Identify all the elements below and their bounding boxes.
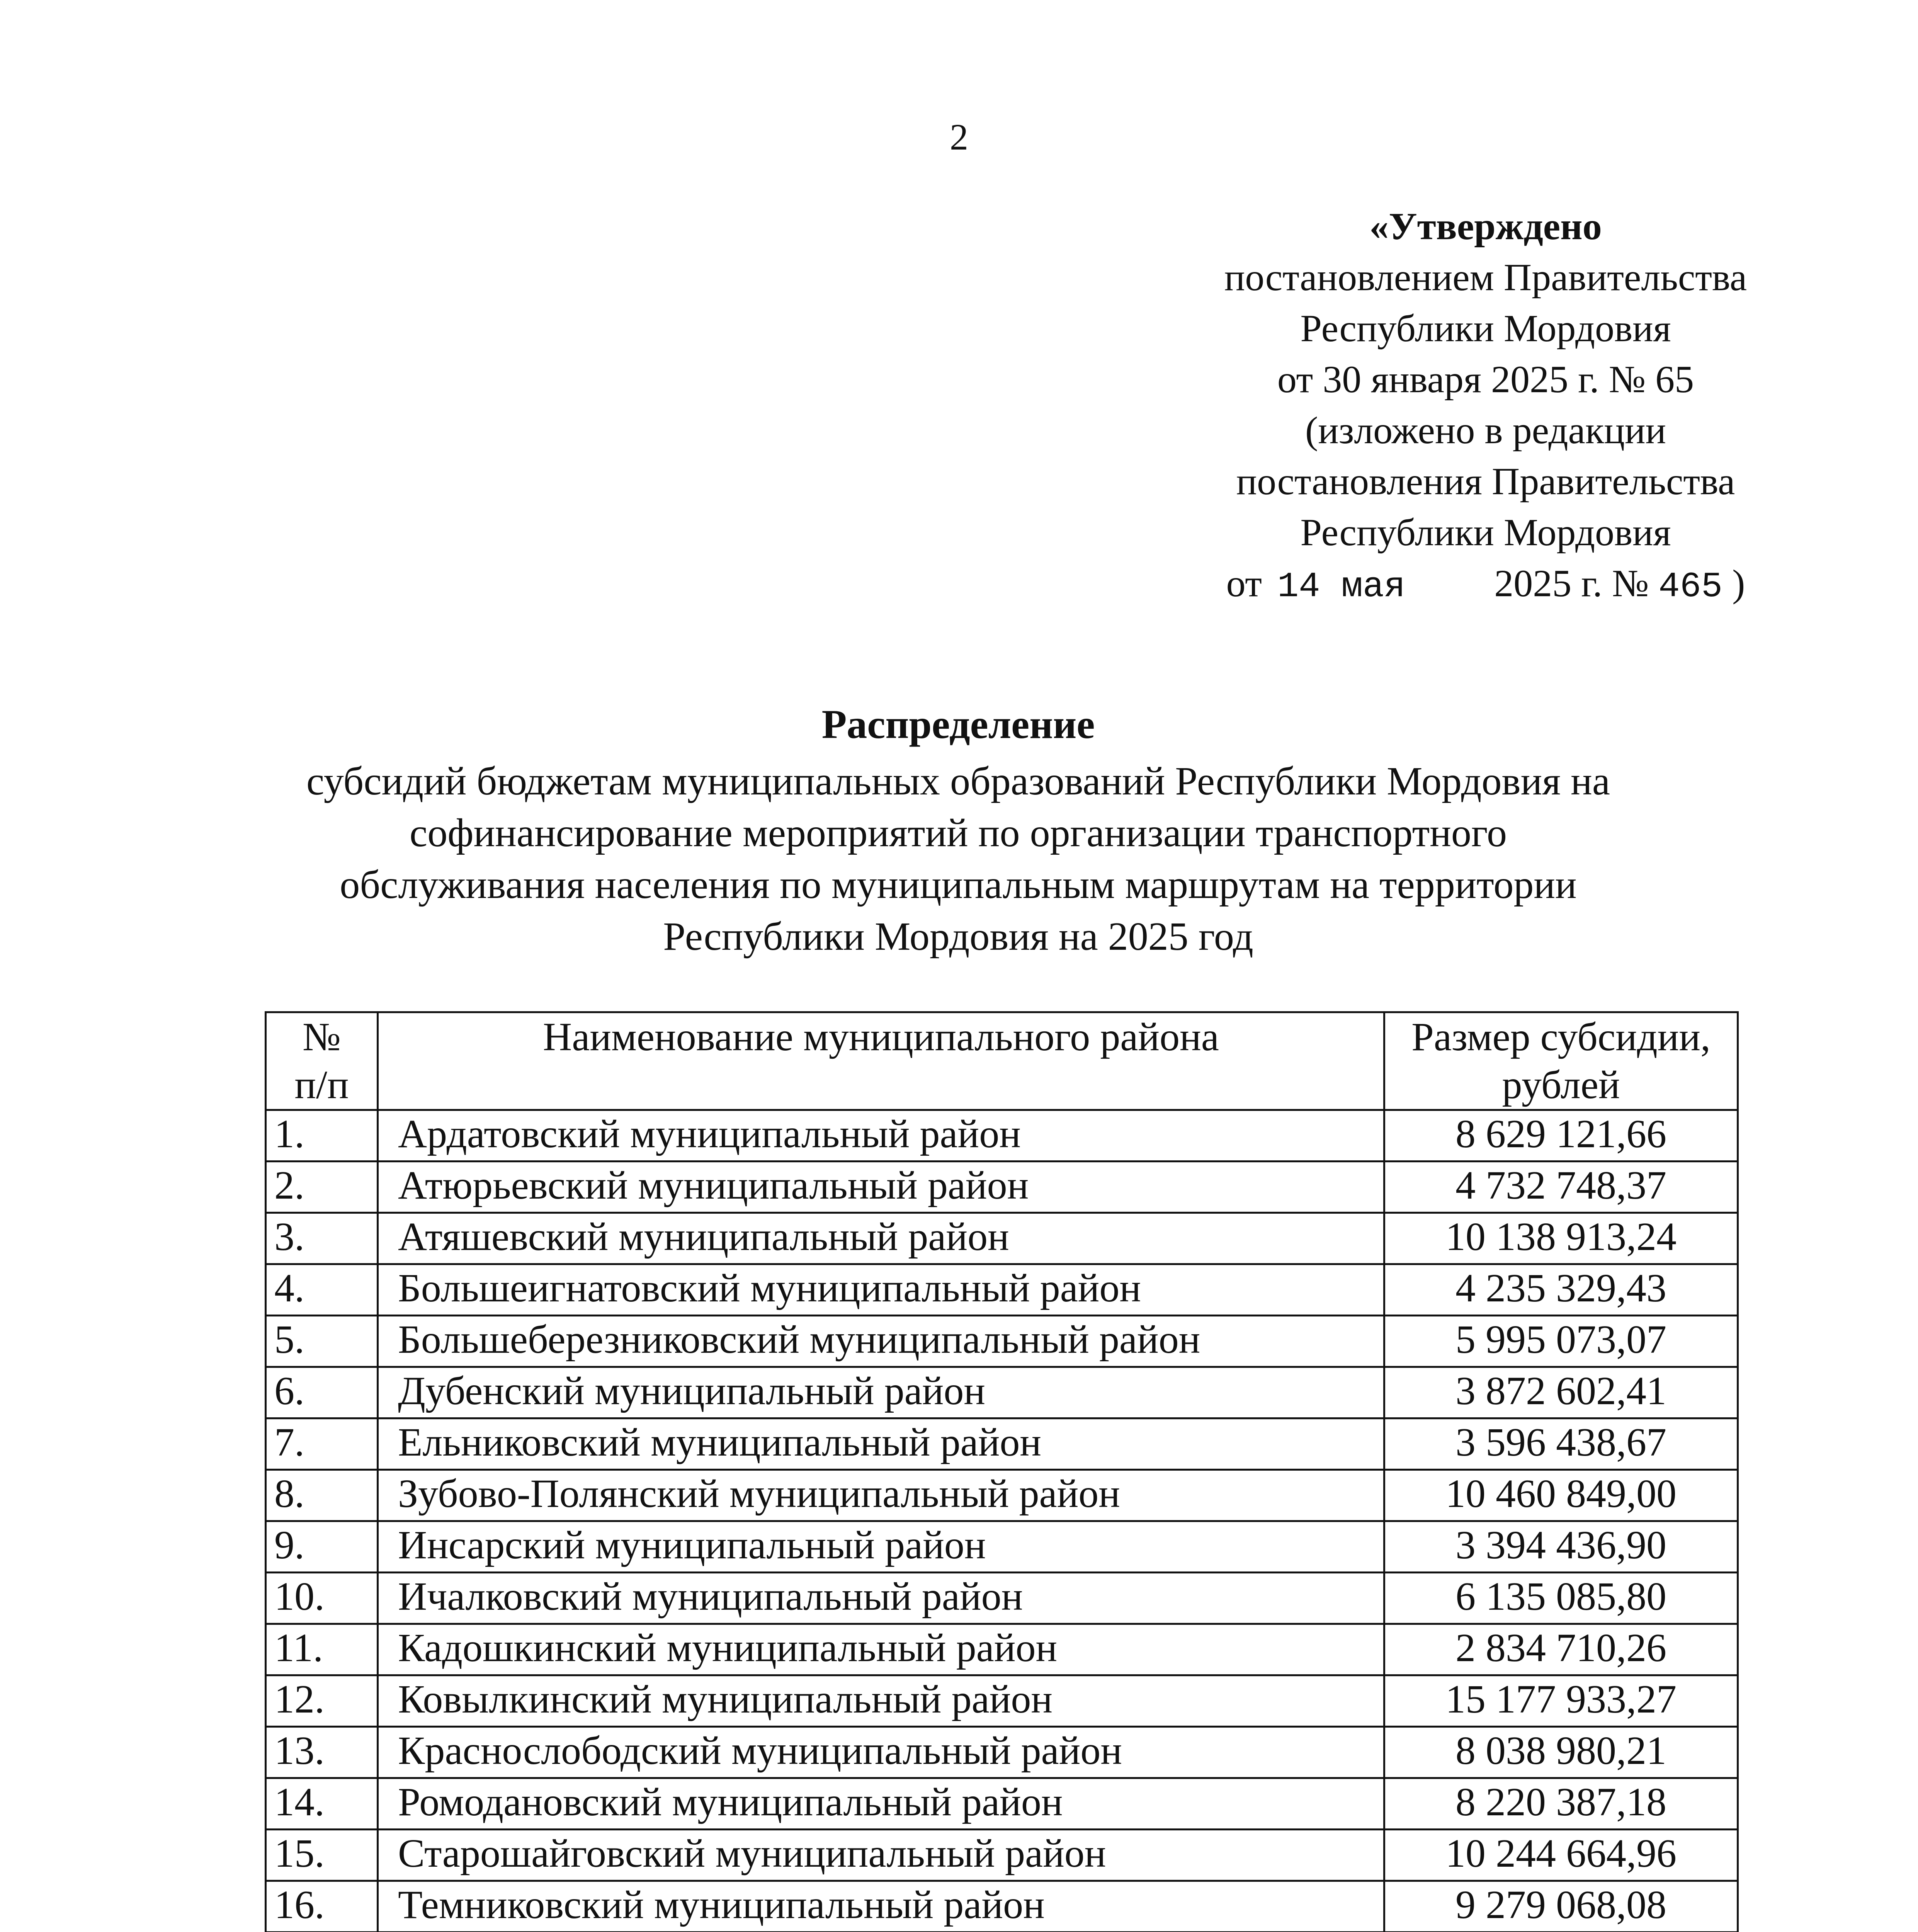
table-row bbox=[266, 1470, 1738, 1521]
from-label: от bbox=[1226, 562, 1262, 605]
table-row bbox=[266, 1521, 1738, 1573]
table-row bbox=[266, 1264, 1738, 1316]
close-paren: ) bbox=[1732, 562, 1745, 605]
subsidy-amount: 3 872 602,41 bbox=[1384, 1367, 1738, 1418]
subsidy-amount: 10 244 664,96 bbox=[1384, 1830, 1738, 1881]
table-body bbox=[266, 1110, 1738, 1932]
approval-block bbox=[1144, 201, 1828, 612]
district-name: Кадошкинский муниципальный район bbox=[378, 1624, 1384, 1675]
header-num-line: № bbox=[302, 1015, 341, 1059]
subtitle-line: софинансирование мероприятий по организации транспортного bbox=[410, 811, 1507, 855]
district-name: Краснослободский муниципальный район bbox=[378, 1727, 1384, 1778]
table-row bbox=[266, 1110, 1738, 1162]
subsidy-amount: 8 629 121,66 bbox=[1384, 1110, 1738, 1162]
subtitle-line: субсидий бюджетам муниципальных образований Республики Мордовия на bbox=[306, 759, 1610, 803]
row-number: 2. bbox=[266, 1162, 378, 1213]
table-row bbox=[266, 1573, 1738, 1624]
approval-line: (изложено в редакции bbox=[1305, 409, 1666, 452]
subsidy-amount: 4 235 329,43 bbox=[1384, 1264, 1738, 1316]
district-name: Старошайговский муниципальный район bbox=[378, 1830, 1384, 1881]
handwritten-number: 465 bbox=[1658, 566, 1723, 607]
row-number: 6. bbox=[266, 1367, 378, 1418]
header-amount-line: рублей bbox=[1502, 1063, 1620, 1107]
header-num bbox=[266, 1012, 378, 1110]
approval-date-line bbox=[1144, 558, 1828, 612]
subtitle-line: Республики Мордовия на 2025 год bbox=[663, 914, 1253, 959]
approval-heading: «Утверждено bbox=[1369, 205, 1602, 248]
district-name: Ковылкинский муниципальный район bbox=[378, 1675, 1384, 1727]
row-number: 7. bbox=[266, 1418, 378, 1470]
row-number: 10. bbox=[266, 1573, 378, 1624]
subsidy-amount: 3 394 436,90 bbox=[1384, 1521, 1738, 1573]
distribution-subtitle bbox=[216, 755, 1700, 963]
approval-line: Республики Мордовия bbox=[1300, 307, 1671, 350]
district-name: Ардатовский муниципальный район bbox=[378, 1110, 1384, 1162]
table-row bbox=[266, 1162, 1738, 1213]
approval-line: постановления Правительства bbox=[1236, 460, 1735, 503]
row-number: 8. bbox=[266, 1470, 378, 1521]
table-row bbox=[266, 1778, 1738, 1830]
district-name: Большеберезниковский муниципальный район bbox=[378, 1316, 1384, 1367]
row-number: 11. bbox=[266, 1624, 378, 1675]
row-number: 5. bbox=[266, 1316, 378, 1367]
row-number: 15. bbox=[266, 1830, 378, 1881]
row-number: 12. bbox=[266, 1675, 378, 1727]
table-row bbox=[266, 1624, 1738, 1675]
row-number: 4. bbox=[266, 1264, 378, 1316]
approval-line: постановлением Правительства bbox=[1224, 256, 1747, 299]
district-name: Ельниковский муниципальный район bbox=[378, 1418, 1384, 1470]
row-number: 9. bbox=[266, 1521, 378, 1573]
header-name: Наименование муниципального района bbox=[378, 1012, 1384, 1110]
district-name: Ичалковский муниципальный район bbox=[378, 1573, 1384, 1624]
table-row bbox=[266, 1675, 1738, 1727]
table-row bbox=[266, 1727, 1738, 1778]
approval-line: от 30 января 2025 г. № 65 bbox=[1277, 358, 1694, 401]
district-name: Ромодановский муниципальный район bbox=[378, 1778, 1384, 1830]
district-name: Темниковский муниципальный район bbox=[378, 1881, 1384, 1932]
table-row bbox=[266, 1418, 1738, 1470]
district-name: Атюрьевский муниципальный район bbox=[378, 1162, 1384, 1213]
header-num-line: п/п bbox=[294, 1063, 349, 1107]
row-number: 3. bbox=[266, 1213, 378, 1264]
header-amount-line: Размер субсидии, bbox=[1411, 1015, 1711, 1059]
subsidy-amount: 2 834 710,26 bbox=[1384, 1624, 1738, 1675]
subsidy-amount: 4 732 748,37 bbox=[1384, 1162, 1738, 1213]
table-row bbox=[266, 1367, 1738, 1418]
distribution-title: Распределение bbox=[821, 702, 1095, 747]
subsidy-amount: 10 460 849,00 bbox=[1384, 1470, 1738, 1521]
row-number: 14. bbox=[266, 1778, 378, 1830]
subsidy-amount: 3 596 438,67 bbox=[1384, 1418, 1738, 1470]
row-number: 1. bbox=[266, 1110, 378, 1162]
subsidy-amount: 5 995 073,07 bbox=[1384, 1316, 1738, 1367]
district-name: Зубово-Полянский муниципальный район bbox=[378, 1470, 1384, 1521]
subsidy-amount: 6 135 085,80 bbox=[1384, 1573, 1738, 1624]
subsidy-table bbox=[265, 1011, 1739, 1932]
year-label: 2025 г. № bbox=[1494, 562, 1649, 605]
subsidy-amount: 8 038 980,21 bbox=[1384, 1727, 1738, 1778]
subtitle-line: обслуживания населения по муниципальным маршрутам на территории bbox=[340, 862, 1577, 907]
district-name: Дубенский муниципальный район bbox=[378, 1367, 1384, 1418]
row-number: 13. bbox=[266, 1727, 378, 1778]
page-number: 2 bbox=[950, 116, 968, 158]
table-row bbox=[266, 1213, 1738, 1264]
table-header-row bbox=[266, 1012, 1738, 1110]
subsidy-amount: 15 177 933,27 bbox=[1384, 1675, 1738, 1727]
table-row bbox=[266, 1881, 1738, 1932]
subsidy-amount: 9 279 068,08 bbox=[1384, 1881, 1738, 1932]
approval-line: Республики Мордовия bbox=[1300, 511, 1671, 554]
table-row bbox=[266, 1316, 1738, 1367]
header-amount bbox=[1384, 1012, 1738, 1110]
subsidy-amount: 8 220 387,18 bbox=[1384, 1778, 1738, 1830]
subsidy-amount: 10 138 913,24 bbox=[1384, 1213, 1738, 1264]
row-number: 16. bbox=[266, 1881, 378, 1932]
handwritten-date: 14 мая bbox=[1277, 566, 1406, 607]
district-name: Большеигнатовский муниципальный район bbox=[378, 1264, 1384, 1316]
district-name: Атяшевский муниципальный район bbox=[378, 1213, 1384, 1264]
district-name: Инсарский муниципальный район bbox=[378, 1521, 1384, 1573]
table-row bbox=[266, 1830, 1738, 1881]
